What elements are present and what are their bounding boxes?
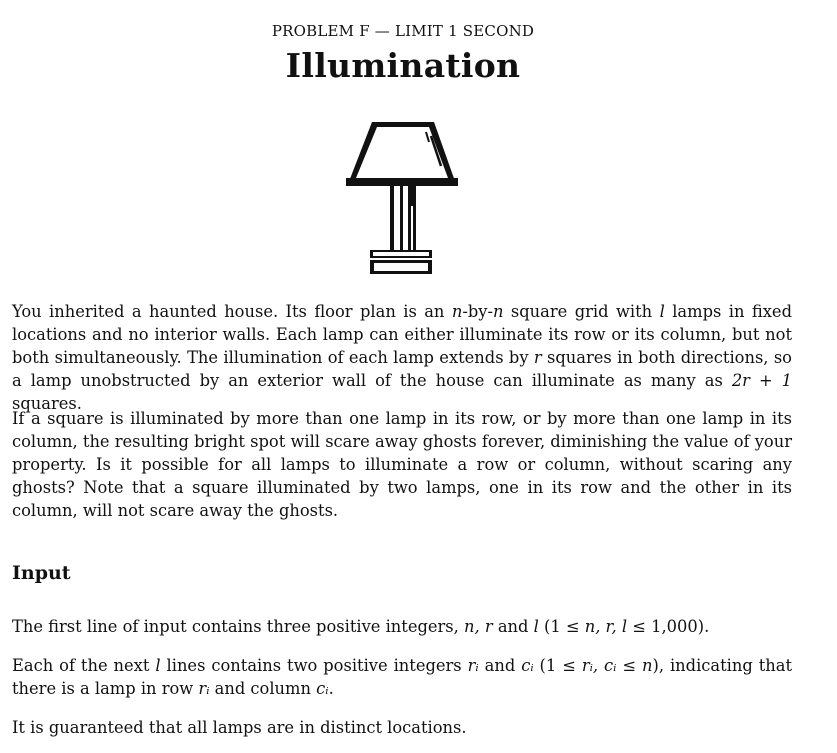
lamp-icon: [340, 110, 470, 280]
input-paragraph-3: It is guaranteed that all lamps are in distinct locations.: [12, 718, 467, 737]
input-paragraph-2: Each of the next l lines contains two positive integers rᵢ and cᵢ (1 ≤ rᵢ, cᵢ ≤ n), indicating that there is a lamp in row rᵢ and column cᵢ.: [12, 656, 793, 698]
input-paragraph-1: The first line of input contains three positive integers, n, r and l (1 ≤ n, r, l ≤ 1,000).: [12, 617, 710, 636]
problem-header: [0, 22, 806, 40]
input-heading: Input: [12, 562, 71, 584]
statement-paragraph-1: You inherited a haunted house. Its floor plan is an n-by-n square grid with l lamps in fixed locations and no interior walls. Each lamp can either illuminate its row or its column, but not both simultaneously. The illumination of each lamp extends by r squares in both directions, so a lamp unobstructed by an exterior wall of the house can illuminate as many as 2r + 1 squares.: [12, 302, 792, 413]
time-limit-label: LIMIT 1 SECOND: [394, 22, 535, 40]
problem-title: Illumination: [285, 46, 521, 85]
problem-label: PROBLEM F: [271, 22, 370, 40]
statement-paragraph-2: If a square is illuminated by more than one lamp in its row, or by more than one lamp in its column, the resulting bright spot will scare away ghosts forever, diminishing the value of your property. Is it possible for all lamps to illuminate a row or column, without scaring any ghosts? Note that a square illuminated by two lamps, one in its row and the other in its column, will not scare away the ghosts.: [12, 409, 792, 520]
header-separator: —: [374, 22, 390, 40]
